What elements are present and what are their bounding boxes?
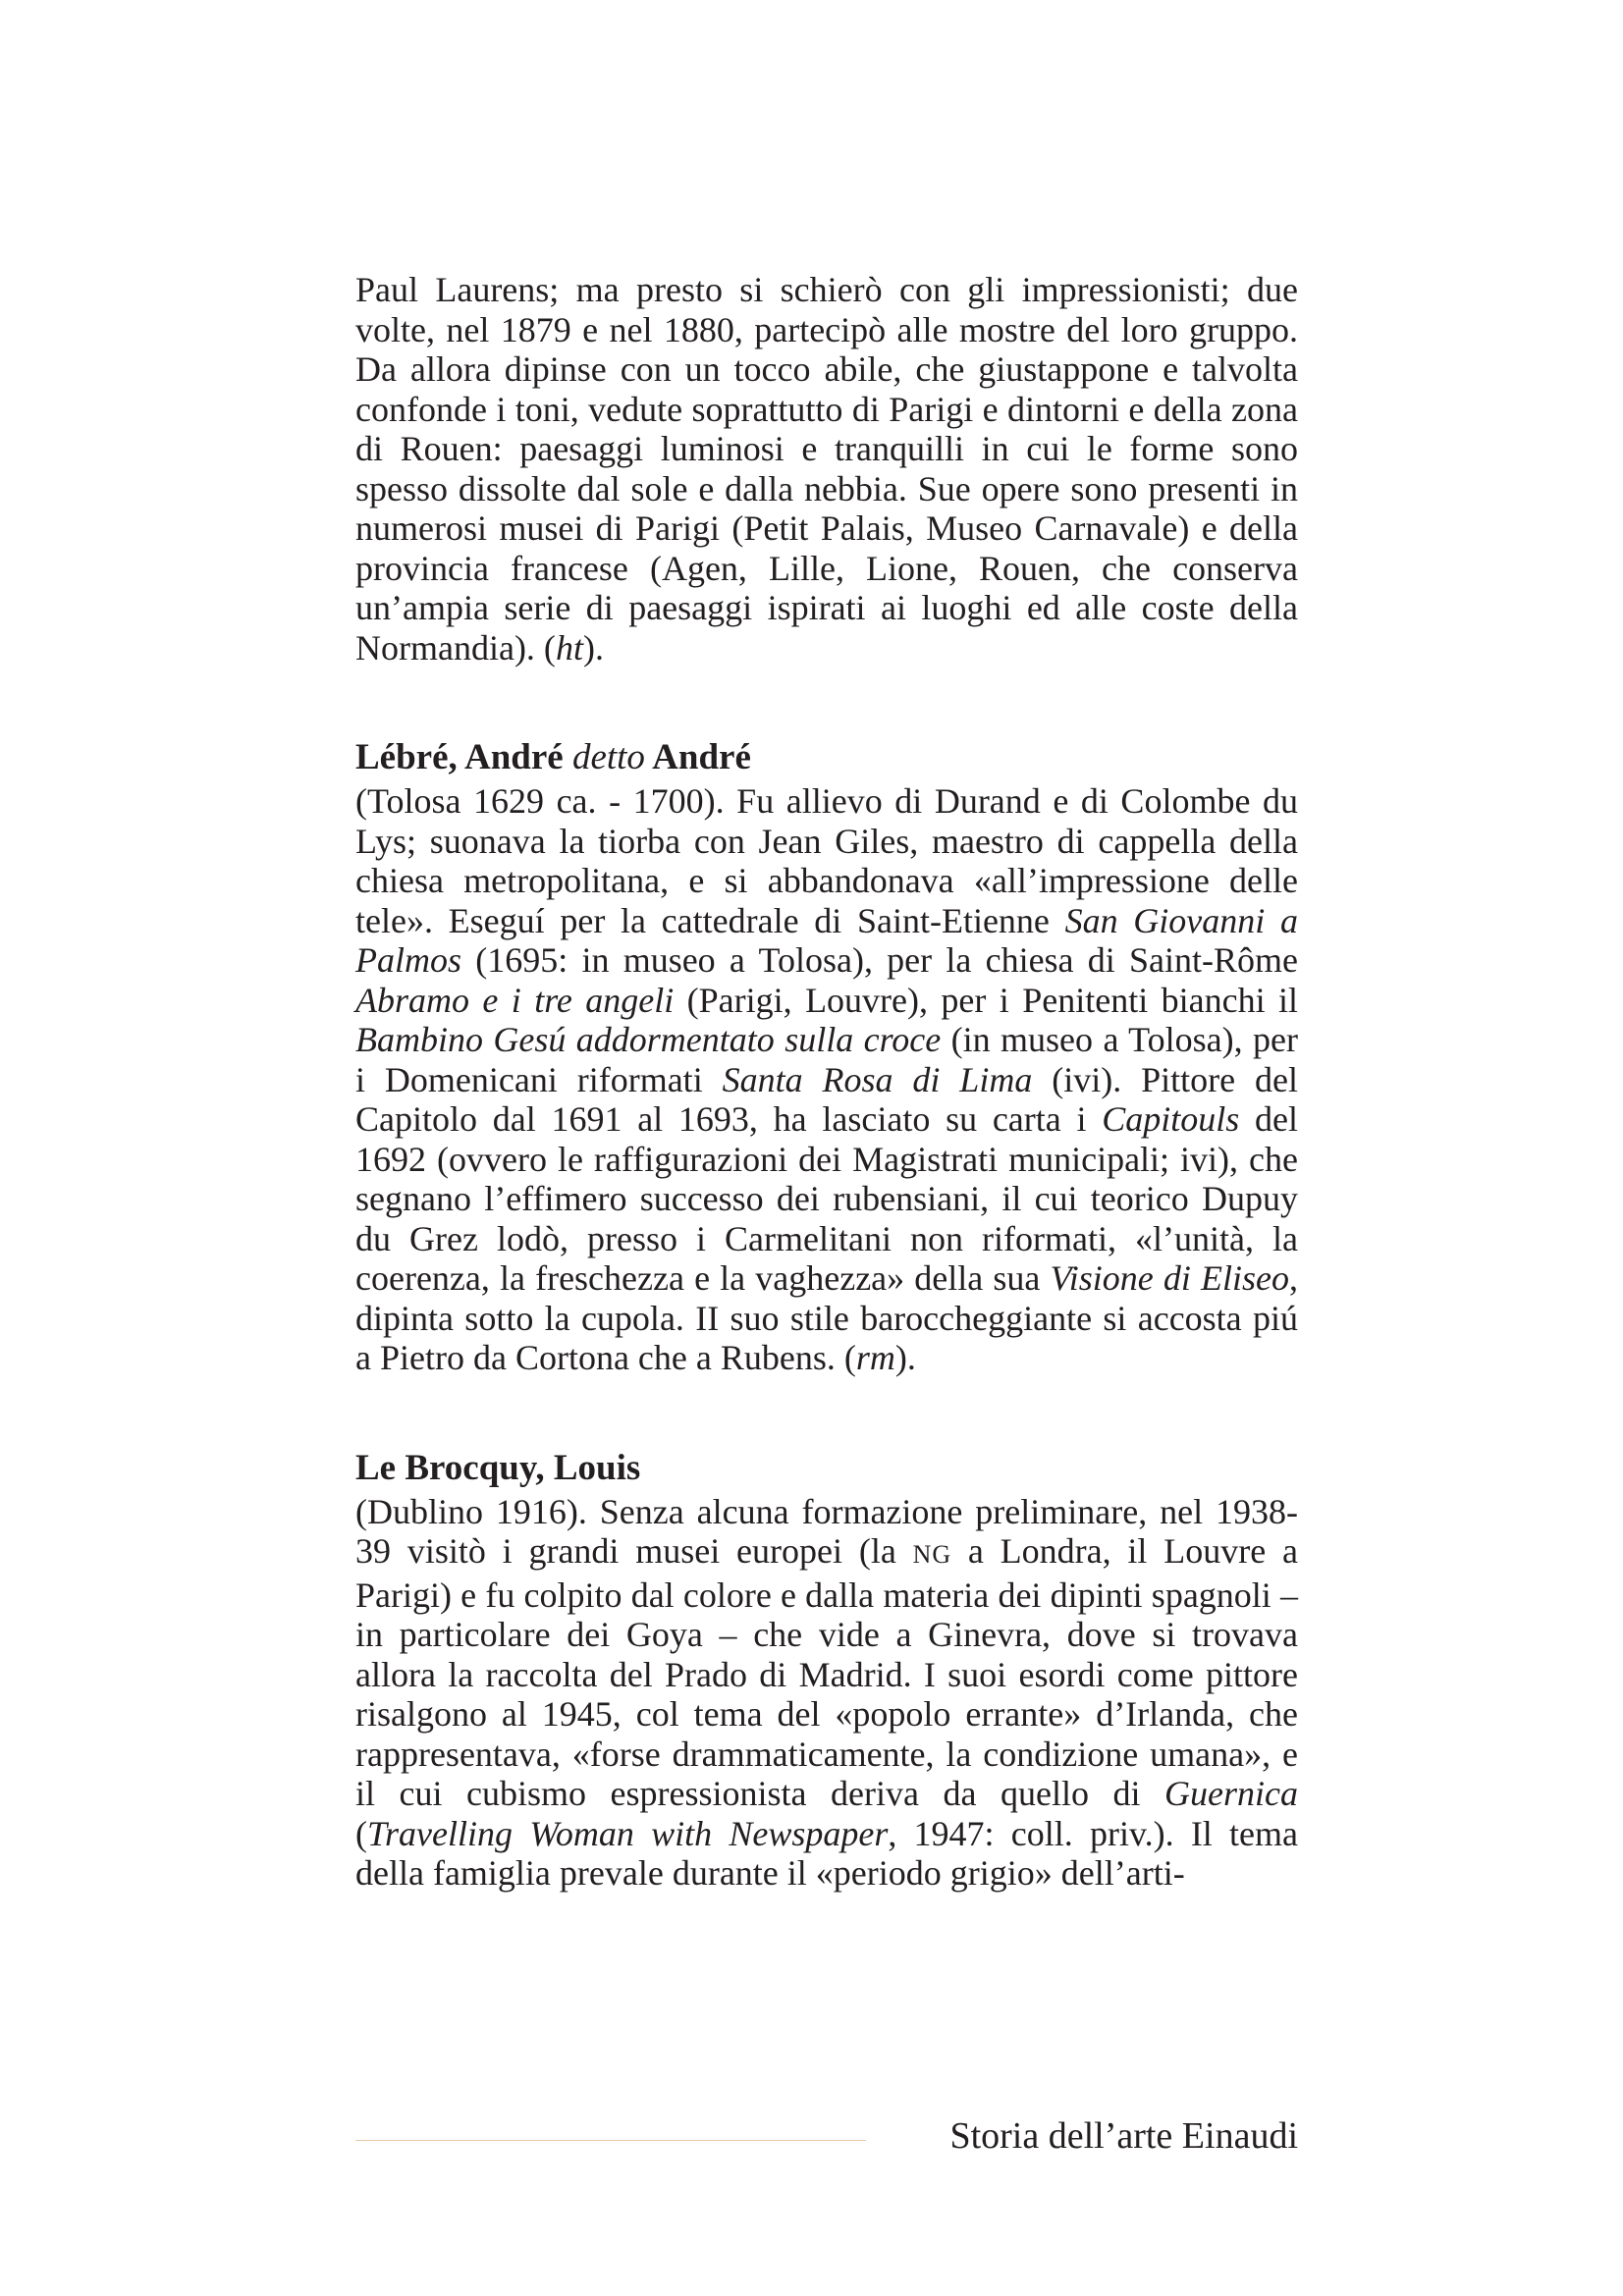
entry-alias: André <box>652 737 751 777</box>
footer-rule <box>355 2140 866 2141</box>
artwork-title: Abramo e i tre angeli <box>355 980 675 1020</box>
artwork-title: Bambino Gesú addormentato sulla croce <box>355 1020 942 1059</box>
text-run: ( <box>355 1813 367 1853</box>
page-content <box>355 270 1298 1894</box>
artwork-title: San Giovanni a Palmos <box>355 900 1298 980</box>
text-run: (Tolosa 1629 ca. - 1700). Fu allievo di Durand e di Colombe du Lys; suonava la tiorba con Jean Giles, maestro di cappella della chiesa metropolitana, e si abbandonava «all’impressione delle tele». Eseguí per la cattedrale di Saint-Etienne <box>355 781 1298 940</box>
artwork-title: Travelling Woman with Newspaper <box>367 1813 889 1853</box>
text-run: ). <box>582 627 604 667</box>
page-footer <box>355 2114 1298 2158</box>
entry-heading-lebre <box>355 736 1298 779</box>
author-initials: rm <box>855 1338 895 1377</box>
text-run: del 1692 (ovvero le raffigurazioni dei Magistrati municipali; ivi), che segnano l’effimero successo dei rubensiani, il cui teorico Dupuy du Grez lodò, presso i Carmelitani non riformati, «l’unità, la coerenza, la freschezza e la vaghezza» della sua <box>355 1099 1299 1298</box>
text-run: (Parigi, Louvre), per i Penitenti bianchi il <box>674 980 1298 1020</box>
author-initials: ht <box>555 627 583 667</box>
text-run: Paul Laurens; ma presto si schierò con gli impressionisti; due volte, nel 1879 e nel 1880, partecipò alle mostre del loro gruppo. Da allora dipinse con un tocco abile, che giustappone e talvolta confonde i toni, vedute soprattutto di Parigi e dintorni e della zona di Rouen: paesaggi luminosi e tranquilli in cui le forme sono spesso dissolte dal sole e dalla nebbia. Sue opere sono presenti in numerosi musei di Parigi (Petit Palais, Museo Carnavale) e della provincia francese (Agen, Lille, Lione, Rouen, che conserva un’ampia serie di paesaggi ispirati ai luoghi ed alle coste della Normandia). ( <box>355 270 1298 667</box>
text-run: (1695: in museo a Tolosa), per la chiesa di Saint-Rôme <box>461 940 1298 980</box>
text-run: (in museo a Tolosa), per i Domenicani riformati <box>355 1020 1299 1099</box>
entry-body-lebre <box>355 781 1298 1378</box>
entry-heading-lebrocquy <box>355 1447 1298 1490</box>
artwork-title: Visione di Eliseo <box>1050 1258 1289 1298</box>
text-run: (ivi). Pittore del Capitolo dal 1691 al 1693, ha lasciato su carta i <box>355 1059 1298 1139</box>
text-run: a Londra, il Louvre a Parigi) e fu colpito dal colore e dalla materia dei dipinti spagnoli – in particolare dei Goya – che vide a Ginevra, dove si trovava allora la raccolta del Prado di Madrid. I suoi esordi come pittore risalgono al 1945, col tema del «popolo errante» d’Irlanda, che rappresentava, «forse drammaticamente, la condizione umana», e il cui cubismo espressionista deriva da quello di <box>355 1531 1298 1813</box>
text-run: , dipinta sotto la cupola. II suo stile baroccheggiante si accosta piú a Pietro da Cortona che a Rubens. ( <box>355 1258 1298 1377</box>
entry-name: Le Brocquy, Louis <box>355 1447 641 1488</box>
artwork-title: Capitouls <box>1102 1099 1240 1139</box>
artwork-title: Santa Rosa di Lima <box>722 1059 1033 1099</box>
entry-detto: detto <box>571 737 645 777</box>
text-run: , 1947: coll. priv.). Il tema della famiglia prevale durante il «periodo grigio» dell’arti- <box>355 1813 1298 1893</box>
museum-abbreviation: NG <box>912 1540 952 1569</box>
text-run: ). <box>894 1338 916 1377</box>
entry-name: Lébré, André <box>355 737 564 777</box>
entry-body-lebrocquy <box>355 1492 1298 1894</box>
text-run: (Dublino 1916). Senza alcuna formazione preliminare, nel 1938-39 visitò i grandi musei europei (la <box>355 1491 1298 1571</box>
continuation-paragraph <box>355 270 1298 667</box>
footer-title: Storia dell’arte Einaudi <box>949 2115 1298 2157</box>
artwork-title: Guernica <box>1164 1774 1298 1813</box>
